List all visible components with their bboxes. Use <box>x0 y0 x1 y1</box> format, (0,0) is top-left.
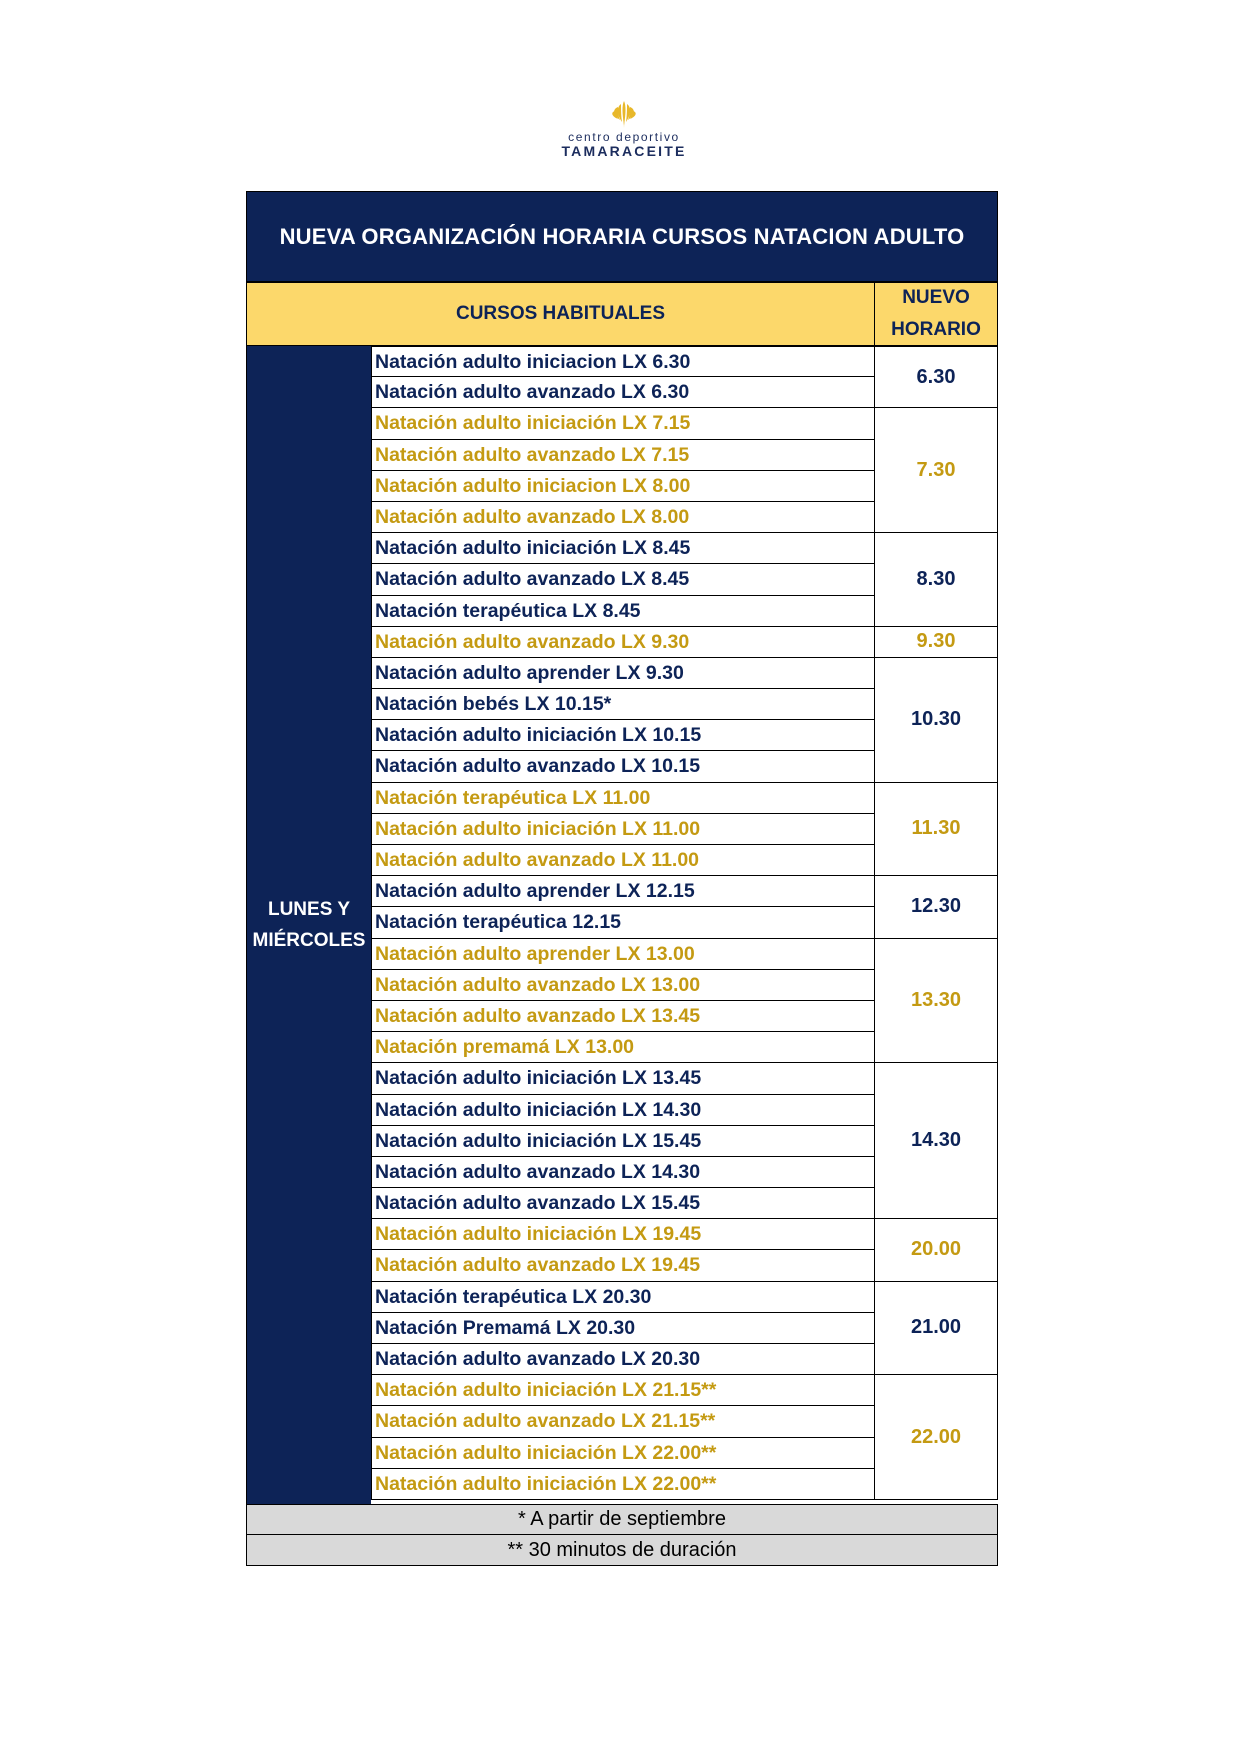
course-group <box>371 939 998 1064</box>
course-row: Natación adulto iniciación LX 19.45 <box>371 1219 874 1250</box>
course-row: Natación adulto avanzado LX 9.30 <box>371 627 874 658</box>
new-time-cell: 8.30 <box>874 533 998 627</box>
course-list <box>371 627 874 658</box>
course-group <box>371 408 998 533</box>
course-list <box>371 658 874 783</box>
course-row: Natación adulto iniciación LX 8.45 <box>371 533 874 564</box>
course-row: Natación adulto iniciación LX 7.15 <box>371 408 874 439</box>
page-title: NUEVA ORGANIZACIÓN HORARIA CURSOS NATACION ADULTO <box>246 191 998 282</box>
new-time-cell: 21.00 <box>874 1282 998 1376</box>
course-list <box>371 533 874 627</box>
course-row: Natación adulto avanzado LX 6.30 <box>371 377 874 408</box>
course-row: Natación adulto aprender LX 9.30 <box>371 658 874 689</box>
course-list <box>371 876 874 938</box>
course-group <box>371 533 998 627</box>
course-groups <box>371 346 998 1504</box>
course-row: Natación adulto iniciación LX 22.00** <box>371 1438 874 1469</box>
footnote: * A partir de septiembre <box>246 1504 998 1535</box>
course-list <box>371 1219 874 1281</box>
course-row: Natación terapéutica LX 20.30 <box>371 1282 874 1313</box>
new-time-cell: 14.30 <box>874 1063 998 1219</box>
course-group <box>371 1375 998 1500</box>
new-time-cell: 11.30 <box>874 783 998 877</box>
course-group <box>371 627 998 658</box>
course-list <box>371 408 874 533</box>
schedule-table <box>246 191 998 1566</box>
course-row: Natación adulto iniciación LX 14.30 <box>371 1095 874 1126</box>
course-row: Natación adulto iniciación LX 15.45 <box>371 1126 874 1157</box>
course-group <box>371 876 998 938</box>
day-label: LUNES Y MIÉRCOLES <box>246 346 371 1504</box>
course-group <box>371 1282 998 1376</box>
course-list <box>371 1375 874 1500</box>
course-row: Natación adulto avanzado LX 11.00 <box>371 845 874 876</box>
course-group <box>371 1219 998 1281</box>
logo-name: TAMARACEITE <box>561 143 687 159</box>
new-time-cell: 22.00 <box>874 1375 998 1500</box>
course-group <box>371 1063 998 1219</box>
course-group <box>371 658 998 783</box>
course-list <box>371 783 874 877</box>
course-row: Natación adulto aprender LX 13.00 <box>371 939 874 970</box>
header-courses: CURSOS HABITUALES <box>246 282 874 346</box>
course-row: Natación adulto iniciación LX 22.00** <box>371 1469 874 1500</box>
course-row: Natación adulto avanzado LX 21.15** <box>371 1406 874 1437</box>
palm-leaf-icon <box>609 95 639 129</box>
new-time-cell: 13.30 <box>874 939 998 1064</box>
course-row: Natación adulto iniciación LX 11.00 <box>371 814 874 845</box>
course-row: Natación terapéutica LX 8.45 <box>371 596 874 627</box>
course-list <box>371 1282 874 1376</box>
course-row: Natación adulto avanzado LX 14.30 <box>371 1157 874 1188</box>
header-row <box>246 282 998 346</box>
course-row: Natación adulto avanzado LX 7.15 <box>371 440 874 471</box>
course-list <box>371 1063 874 1219</box>
new-time-cell: 6.30 <box>874 346 998 408</box>
course-row: Natación adulto avanzado LX 8.00 <box>371 502 874 533</box>
table-body <box>246 346 998 1504</box>
course-row: Natación adulto avanzado LX 8.45 <box>371 564 874 595</box>
new-time-cell: 7.30 <box>874 408 998 533</box>
logo <box>548 95 700 170</box>
course-row: Natación adulto avanzado LX 13.00 <box>371 970 874 1001</box>
course-row: Natación terapéutica LX 11.00 <box>371 783 874 814</box>
course-row: Natación adulto avanzado LX 10.15 <box>371 751 874 782</box>
course-group <box>371 346 998 408</box>
course-group <box>371 783 998 877</box>
course-row: Natación adulto avanzado LX 20.30 <box>371 1344 874 1375</box>
course-list <box>371 939 874 1064</box>
new-time-cell: 20.00 <box>874 1219 998 1281</box>
course-row: Natación Premamá LX 20.30 <box>371 1313 874 1344</box>
course-row: Natación adulto avanzado LX 19.45 <box>371 1250 874 1281</box>
new-time-cell: 10.30 <box>874 658 998 783</box>
course-row: Natación adulto iniciación LX 21.15** <box>371 1375 874 1406</box>
course-row: Natación bebés LX 10.15* <box>371 689 874 720</box>
new-time-cell: 9.30 <box>874 627 998 658</box>
course-row: Natación adulto iniciación LX 10.15 <box>371 720 874 751</box>
course-row: Natación adulto aprender LX 12.15 <box>371 876 874 907</box>
notes <box>246 1504 998 1566</box>
footnote: ** 30 minutos de duración <box>246 1535 998 1566</box>
course-row: Natación adulto avanzado LX 13.45 <box>371 1001 874 1032</box>
course-row: Natación adulto avanzado LX 15.45 <box>371 1188 874 1219</box>
course-list <box>371 346 874 408</box>
course-row: Natación terapéutica 12.15 <box>371 907 874 938</box>
course-row: Natación premamá LX 13.00 <box>371 1032 874 1063</box>
new-time-cell: 12.30 <box>874 876 998 938</box>
logo-subtitle: centro deportivo <box>568 130 680 144</box>
course-row: Natación adulto iniciacion LX 8.00 <box>371 471 874 502</box>
course-row: Natación adulto iniciación LX 13.45 <box>371 1063 874 1094</box>
course-row: Natación adulto iniciacion LX 6.30 <box>371 346 874 377</box>
header-new-time: NUEVO HORARIO <box>874 282 998 346</box>
